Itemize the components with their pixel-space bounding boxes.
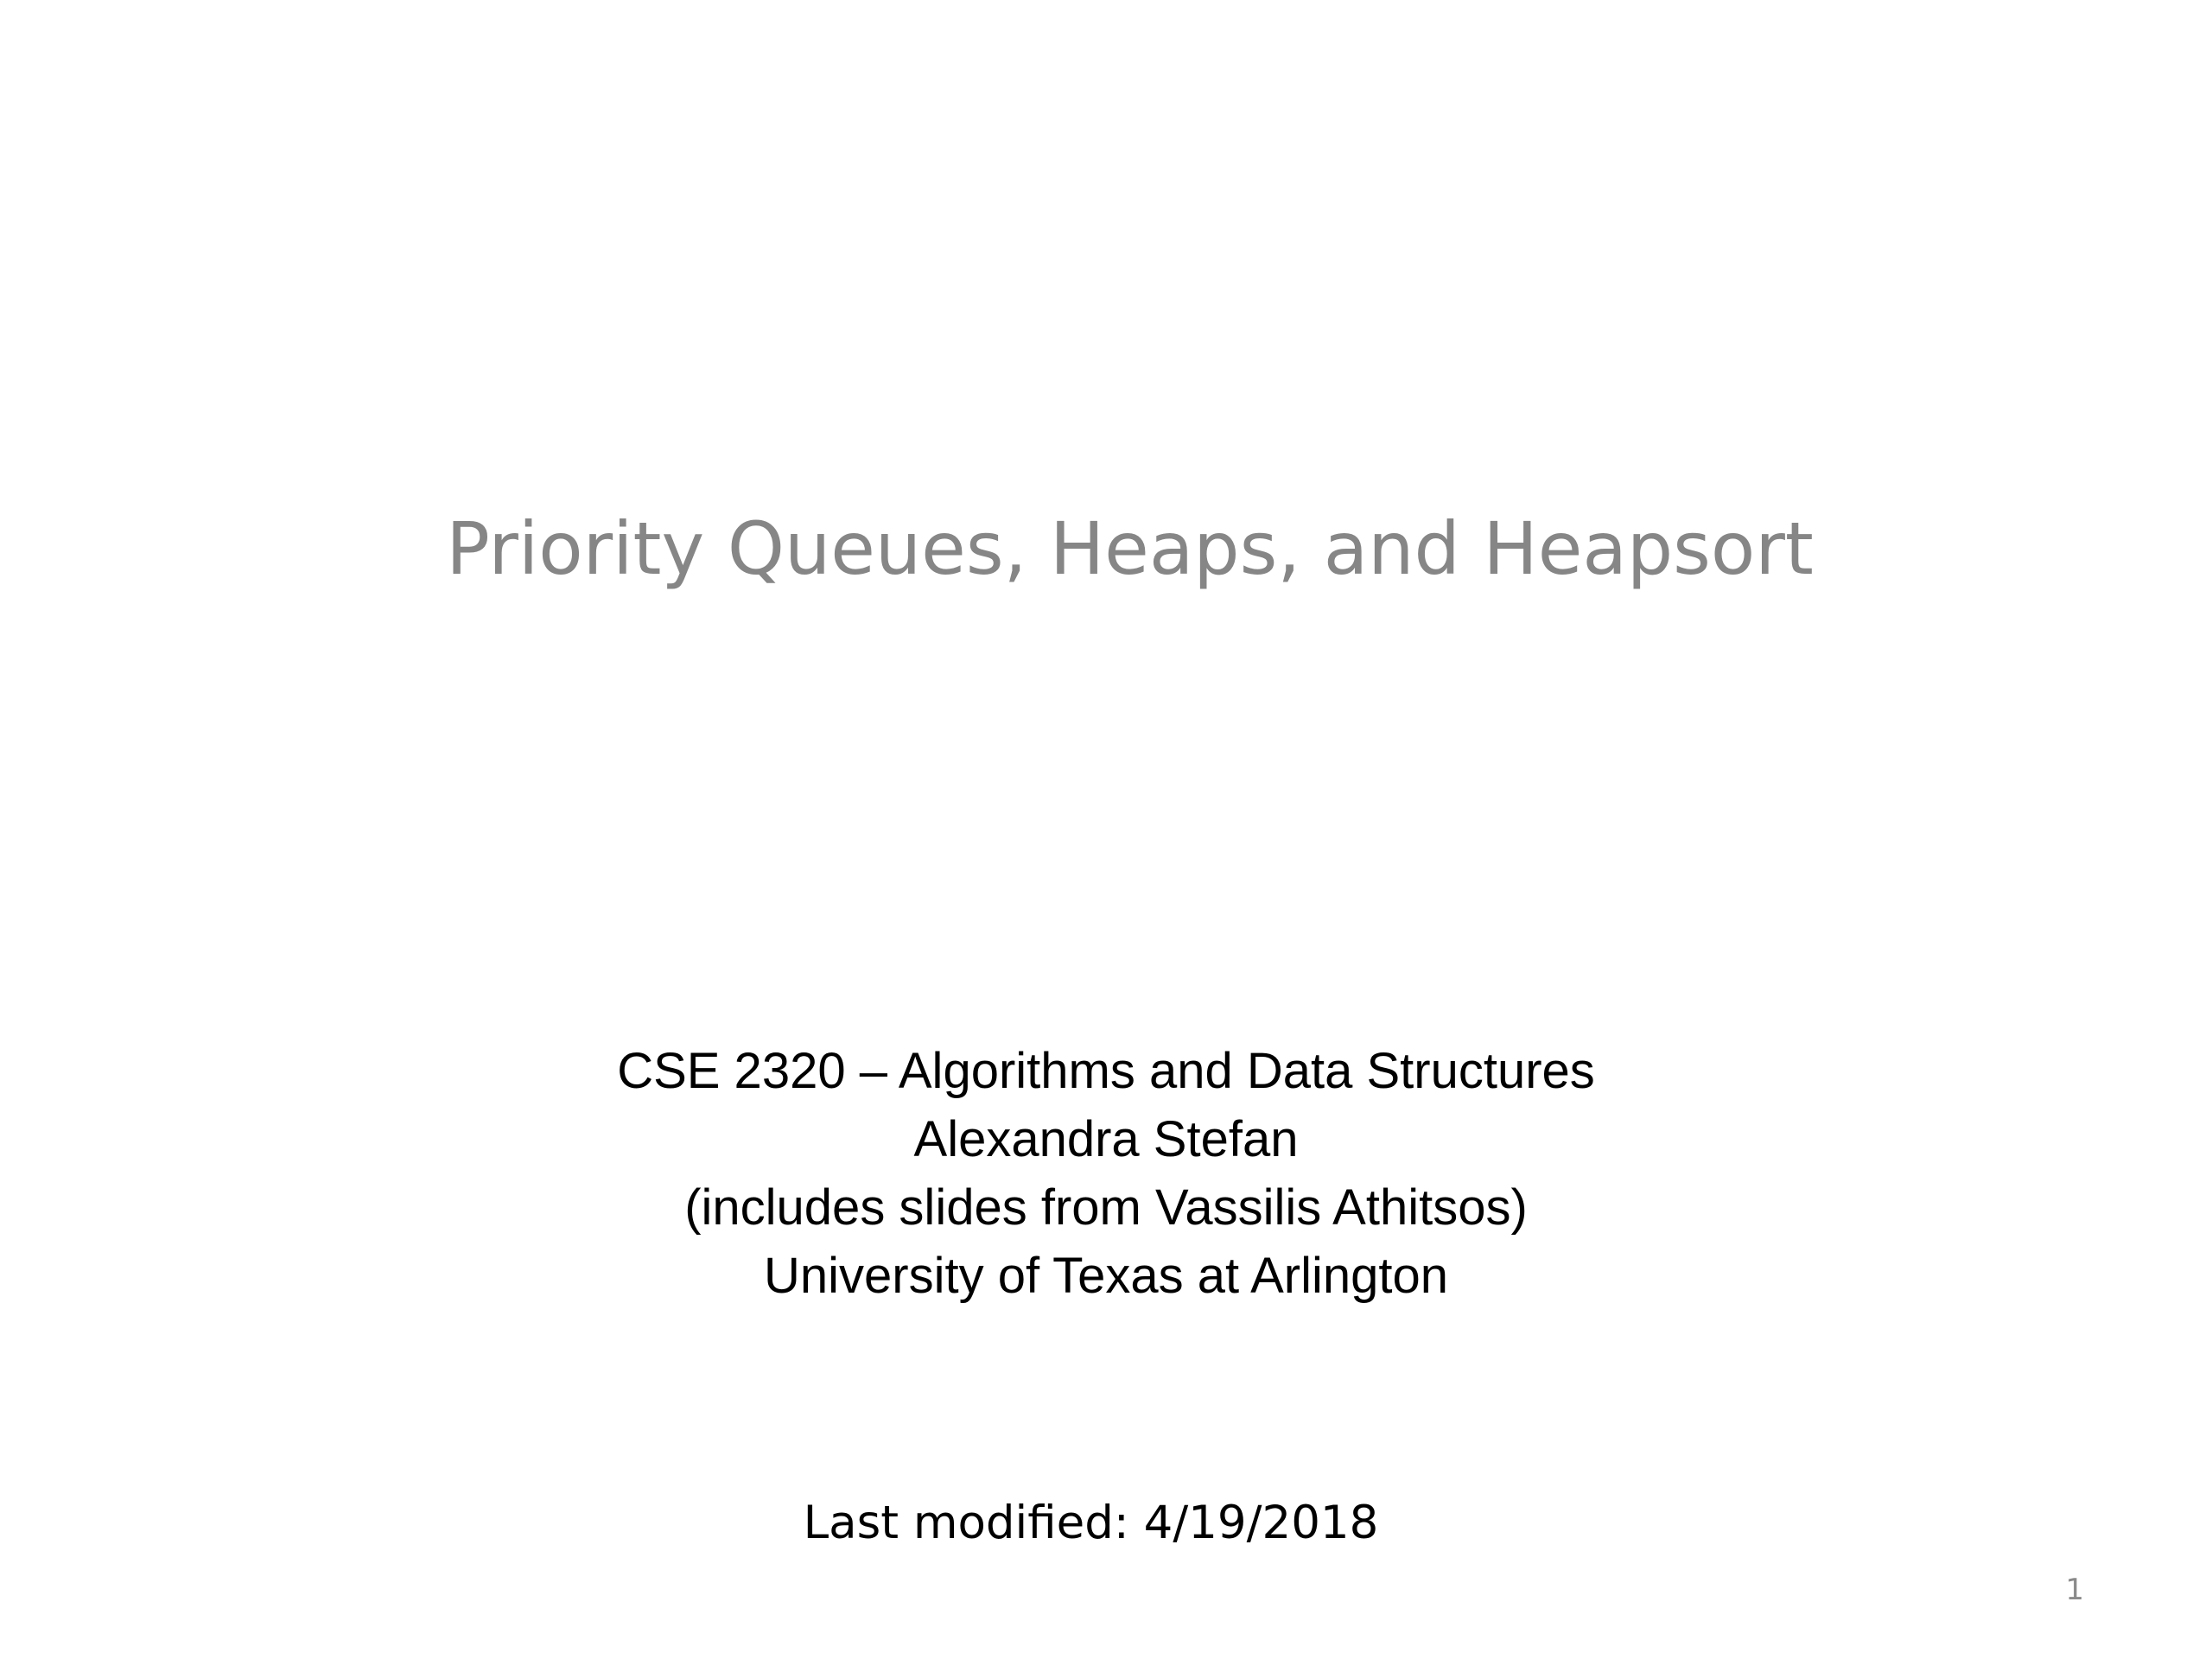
page-number: 1: [2065, 1573, 2084, 1607]
slide-subtitle: [0, 1037, 2212, 1310]
last-modified-date: Last modified: 4/19/2018: [803, 1497, 1379, 1549]
author-name: Alexandra Stefan: [913, 1111, 1299, 1167]
institution-name: University of Texas at Arlington: [764, 1248, 1448, 1304]
slide-title: Priority Queues, Heaps, and Heapsort: [446, 506, 1814, 591]
credits-note: (includes slides from Vassilis Athitsos): [684, 1179, 1528, 1236]
course-name: CSE 2320 – Algorithms and Data Structures: [617, 1043, 1595, 1099]
